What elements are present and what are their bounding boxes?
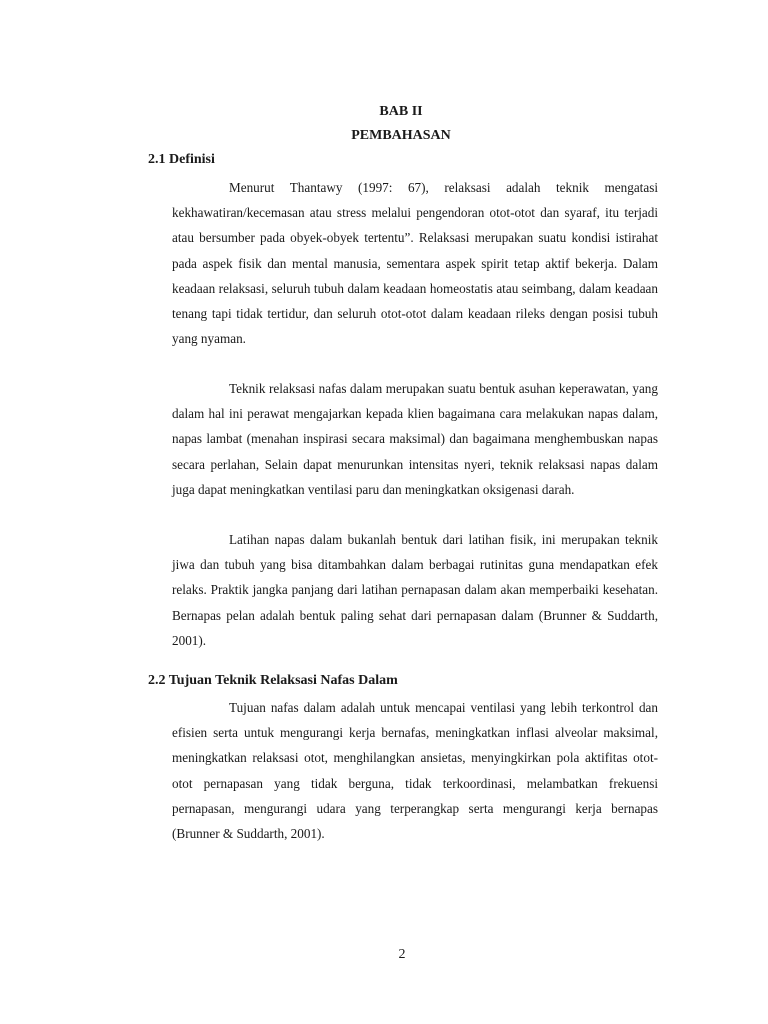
chapter-label: BAB II (379, 104, 423, 119)
paragraph-definisi-3: Latihan napas dalam bukanlah bentuk dari latihan fisik, ini merupakan teknik jiwa dan tubuh yang bisa ditambahkan dalam berbagai rutinitas guna mendapatkan efek relaks. Praktik jangka panjang dari latihan pernapasan dalam akan memperbaiki kesehatan. Bernapas pelan adalah bentuk paling sehat dari pernapasan dalam (Brunner & Suddarth, 2001). (172, 532, 658, 648)
page-number: 2 (398, 947, 406, 962)
paragraph-definisi-1: Menurut Thantawy (1997: 67), relaksasi adalah teknik mengatasi kekhawatiran/kecemasan atau stress melalui pengendoran otot-otot dan syaraf, itu terjadi atau bersumber pada obyek-obyek tertentu”. Relaksasi merupakan suatu kondisi istirahat pada aspek fisik dan mental manusia, sementara aspek spirit tetap aktif bekerja. Dalam keadaan relaksasi, seluruh tubuh dalam keadaan homeostatis atau seimbang, dalam keadaan tenang tapi tidak tertidur, dan seluruh otot-otot dalam keadaan rileks dengan posisi tubuh yang nyaman. (172, 180, 658, 347)
section-heading-tujuan: 2.2 Tujuan Teknik Relaksasi Nafas Dalam (148, 673, 398, 688)
chapter-title: PEMBAHASAN (351, 128, 451, 143)
paragraph-tujuan-1: Tujuan nafas dalam adalah untuk mencapai ventilasi yang lebih terkontrol dan efisien serta untuk mengurangi kerja bernafas, meningkatkan inflasi alveolar maksimal, meningkatkan relaksasi otot, menghilangkan ansietas, menyingkirkan pola aktifitas otot-otot pernapasan yang tidak berguna, tidak terkoordinasi, melambatkan frekuensi pernapasan, mengurangi udara yang terperangkap serta mengurangi kerja bernapas (Brunner & Suddarth, 2001). (172, 700, 658, 842)
paragraph-definisi-2: Teknik relaksasi nafas dalam merupakan suatu bentuk asuhan keperawatan, yang dalam hal ini perawat mengajarkan kepada klien bagaimana cara melakukan napas dalam, napas lambat (menahan inspirasi secara maksimal) dan bagaimana menghembuskan napas secara perlahan, Selain dapat menurunkan intensitas nyeri, teknik relaksasi napas dalam juga dapat meningkatkan ventilasi paru dan meningkatkan oksigenasi darah. (172, 381, 658, 497)
section-heading-definisi: 2.1 Definisi (148, 152, 215, 167)
